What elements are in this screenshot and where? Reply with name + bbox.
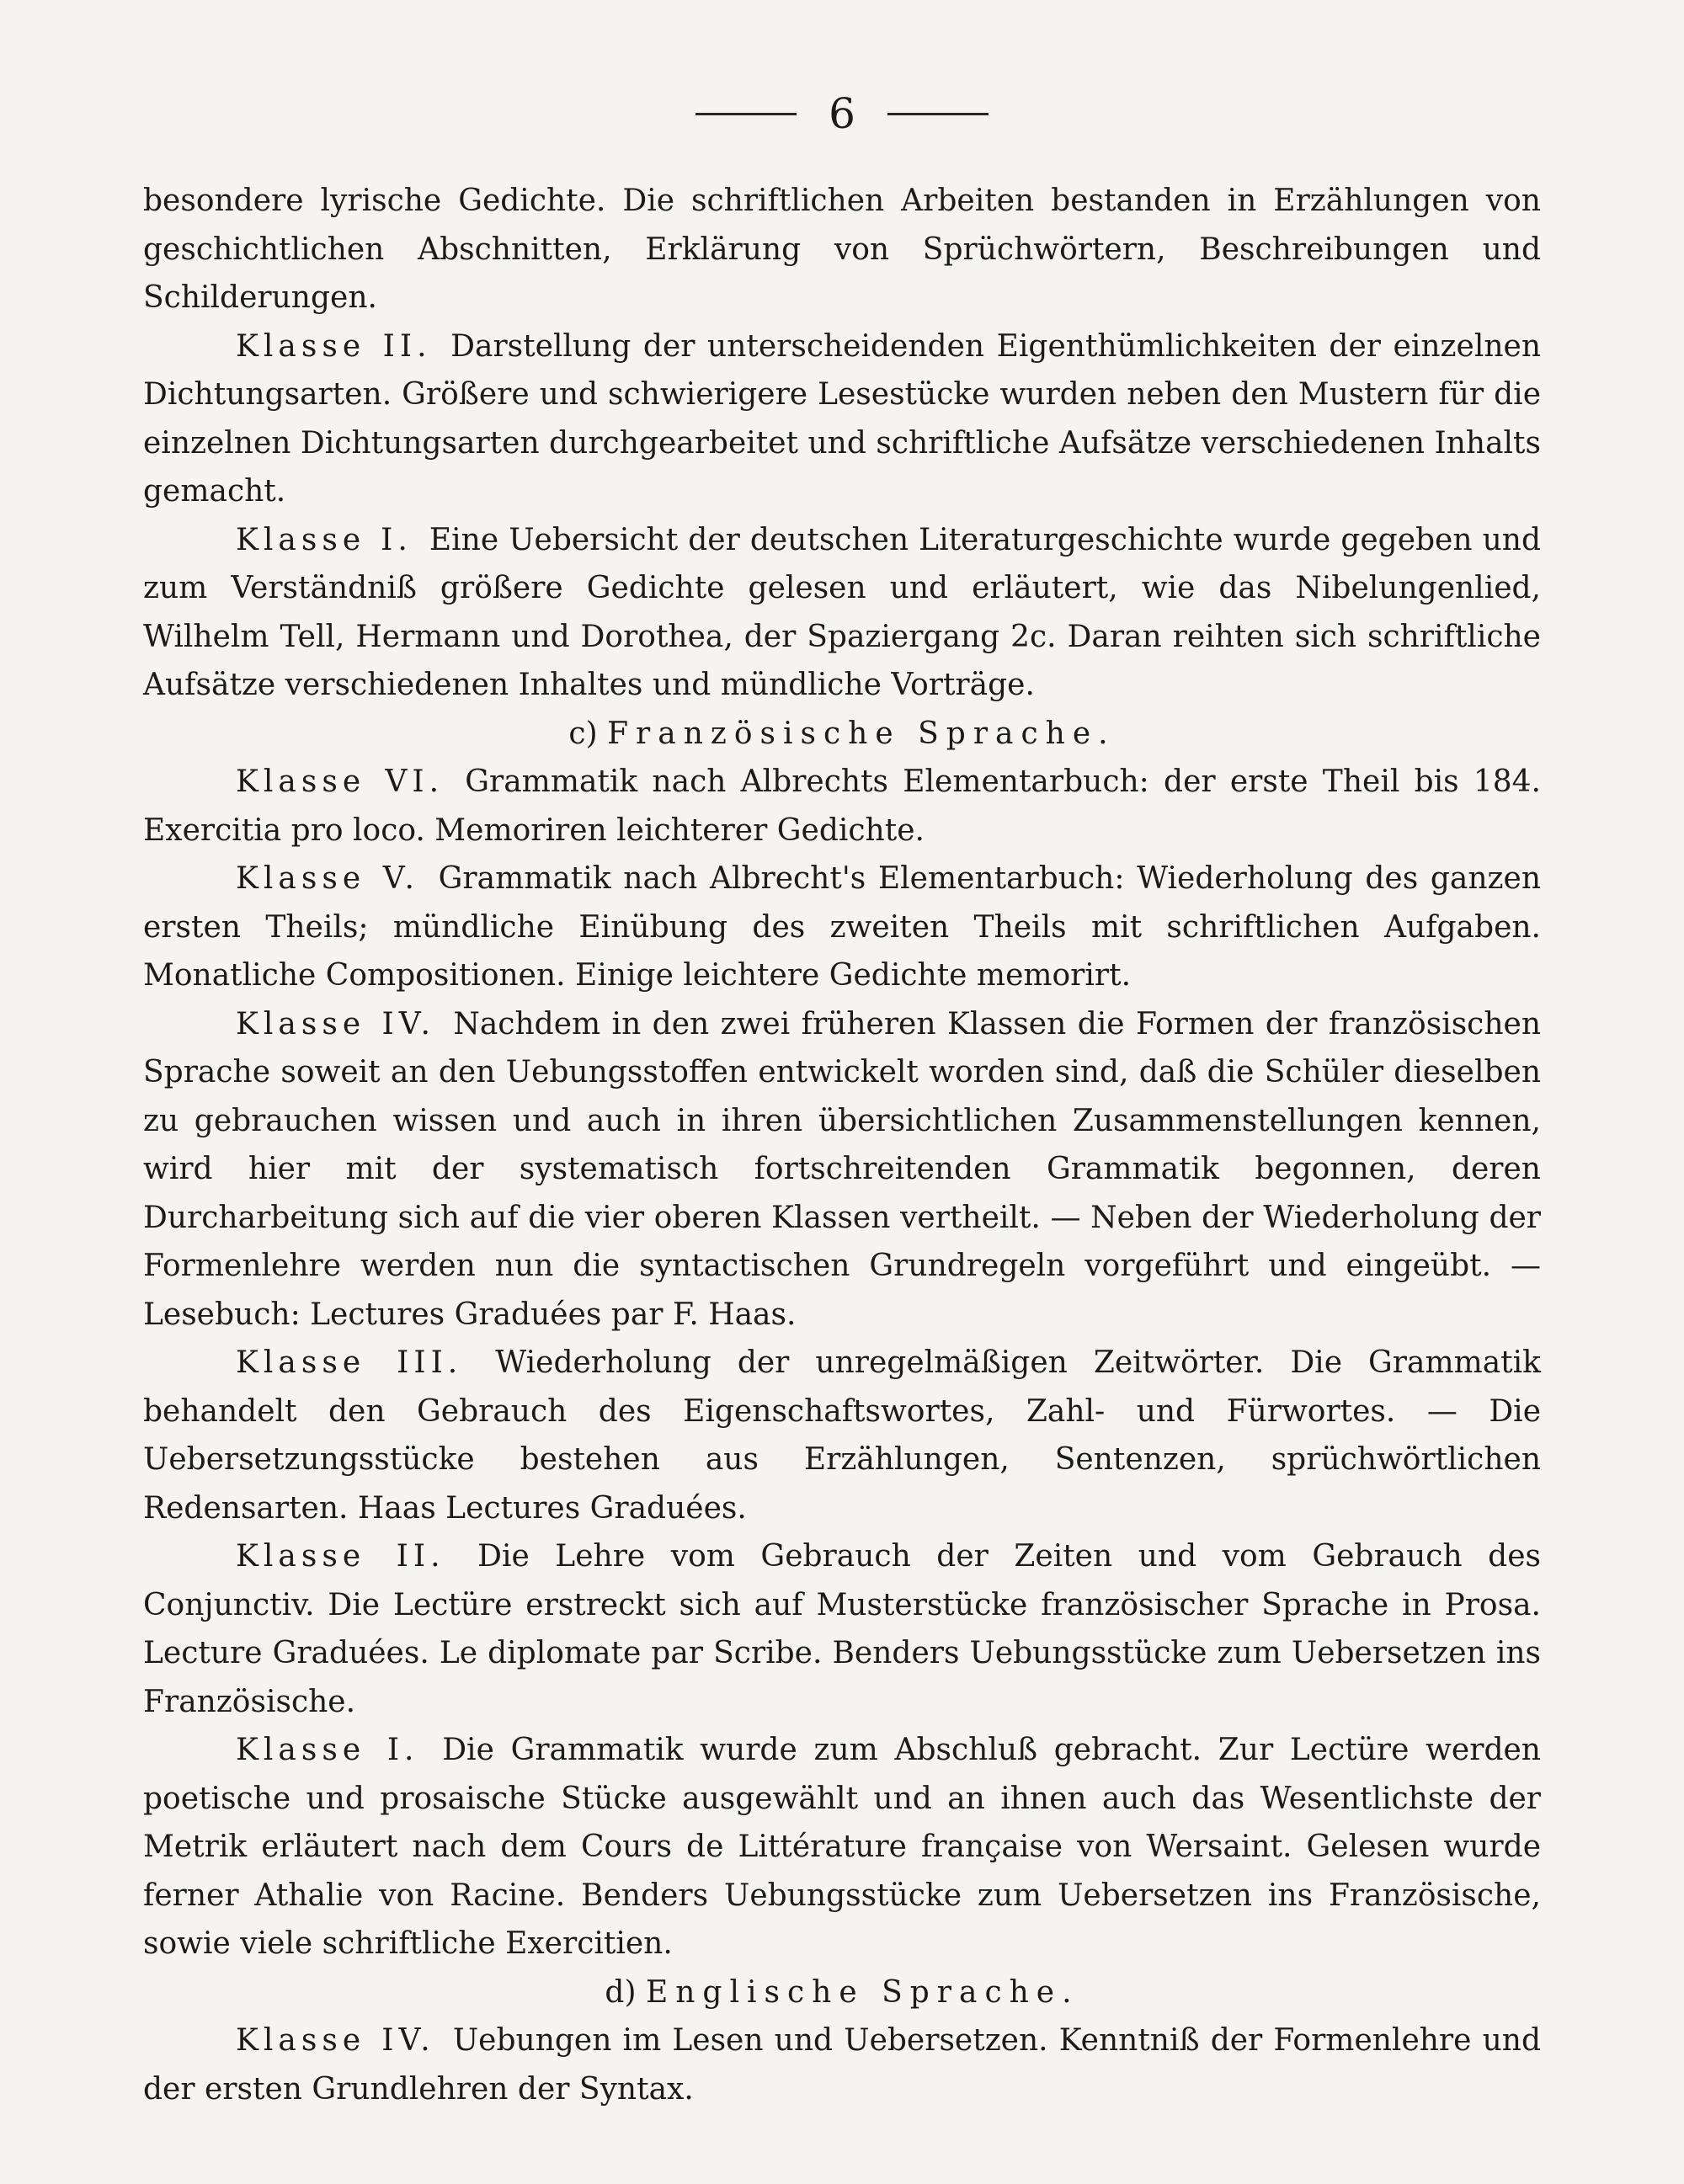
header-rule-left <box>695 113 797 115</box>
klasse-paragraph <box>143 322 1541 516</box>
klasse-paragraph <box>143 1726 1541 1968</box>
klasse-label: Klasse II. <box>236 328 432 364</box>
klasse-paragraph <box>143 1000 1541 1340</box>
page-header <box>143 84 1541 143</box>
header-rule-right <box>887 113 989 115</box>
klasse-paragraph <box>143 758 1541 855</box>
paragraph-text: Darstellung der unterscheidenden Eigenthümlichkeiten der einzelnen Dichtungsarten. Größere und schwierigere Lesestücke wurden neben den Mustern für die einzelnen Dichtungsarten durchgearbeitet und schriftliche Aufsätze verschiedenen Inhalts gemacht. <box>143 328 1542 509</box>
klasse-label: Klasse IV. <box>236 1006 435 1041</box>
klasse-label: Klasse III. <box>236 1345 463 1380</box>
klasse-label: Klasse IV. <box>236 2023 435 2058</box>
klasse-paragraph <box>143 2016 1541 2113</box>
klasse-label: Klasse I. <box>236 522 413 557</box>
klasse-label: Klasse I. <box>236 1733 419 1767</box>
klasse-paragraph <box>143 1532 1541 1726</box>
paragraph-continuation <box>143 177 1541 322</box>
paragraph-text: Eine Uebersicht der deutschen Literaturgeschichte wurde gegeben und zum Verständniß größere Gedichte gelesen und erläutert, wie das Nibelungenlied, Wilhelm Tell, Hermann und Dorothea, der Spaziergang 2c. Daran reihten sich schriftliche Aufsätze verschiedenen Inhaltes und mündliche Vorträge. <box>143 522 1541 702</box>
section-heading <box>143 710 1541 759</box>
klasse-paragraph <box>143 1339 1541 1532</box>
klasse-paragraph <box>143 855 1541 1000</box>
page-number: 6 <box>829 89 855 138</box>
paragraph-text: Wiederholung der unregelmäßigen Zeitwörter. Die Grammatik behandelt den Gebrauch des Eigenschaftswortes, Zahl- und Fürwortes. — Die Uebersetzungsstücke bestehen aus Erzählungen, Sentenzen, sprüchwörtlichen Redensarten. Haas Lectures Graduées. <box>143 1345 1541 1526</box>
section-title: Französische Sprache. <box>607 716 1116 751</box>
paragraph-text: Die Lehre vom Gebrauch der Zeiten und vom Gebrauch des Conjunctiv. Die Lectüre erstreckt sich auf Musterstücke französischer Sprache in Prosa. Lecture Graduées. Le diplomate par Scribe. Benders Uebungsstücke zum Uebersetzen ins Französische. <box>143 1539 1542 1719</box>
klasse-label: Klasse II. <box>236 1539 445 1574</box>
klasse-label: Klasse VI. <box>236 764 445 799</box>
body-text <box>143 177 1541 2113</box>
klasse-paragraph <box>143 516 1541 710</box>
klasse-label: Klasse V. <box>236 861 419 896</box>
section-prefix: c) <box>568 716 598 751</box>
paragraph-text: Uebungen im Lesen und Uebersetzen. Kenntniß der Formenlehre und der ersten Grundlehren der Syntax. <box>143 2023 1542 2107</box>
section-title: Englische Sprache. <box>645 1974 1079 2010</box>
section-heading <box>143 1968 1541 2017</box>
paragraph-text: Grammatik nach Albrechts Elementarbuch: der erste Theil bis 184. Exercitia pro loco. Memoriren leichterer Gedichte. <box>143 764 1541 848</box>
paragraph-text: besondere lyrische Gedichte. Die schriftlichen Arbeiten bestanden in Erzählungen von geschichtlichen Abschnitten, Erklärung von Sprüchwörtern, Beschreibungen und Schilderungen. <box>143 184 1541 315</box>
paragraph-text: Die Grammatik wurde zum Abschluß gebracht. Zur Lectüre werden poetische und prosaische Stücke ausgewählt und an ihnen auch das Wesentlichste der Metrik erläutert nach dem Cours de Littérature française von Wersaint. Gelesen wurde ferner Athalie von Racine. Benders Uebungsstücke zum Uebersetzen ins Französische, sowie viele schriftliche Exercitien. <box>143 1733 1541 1961</box>
section-prefix: d) <box>605 1974 637 2010</box>
paragraph-text: Nachdem in den zwei früheren Klassen die Formen der französischen Sprache soweit an den Uebungsstoffen entwickelt worden sind, daß die Schüler dieselben zu gebrauchen wissen und auch in ihren übersichtlichen Zusammenstellungen kennen, wird hier mit der systematisch fortschreitenden Grammatik begonnen, deren Durcharbeitung sich auf die vier oberen Klassen vertheilt. — Neben der Wiederholung der Formenlehre werden nun die syntactischen Grundregeln vorgeführt und eingeübt. — Lesebuch: Lectures Graduées par F. Haas. <box>143 1006 1542 1332</box>
paragraph-text: Grammatik nach Albrecht's Elementarbuch: Wiederholung des ganzen ersten Theils; mündliche Einübung des zweiten Theils mit schriftlichen Aufgaben. Monatliche Compositionen. Einige leichtere Gedichte memorirt. <box>143 861 1541 993</box>
